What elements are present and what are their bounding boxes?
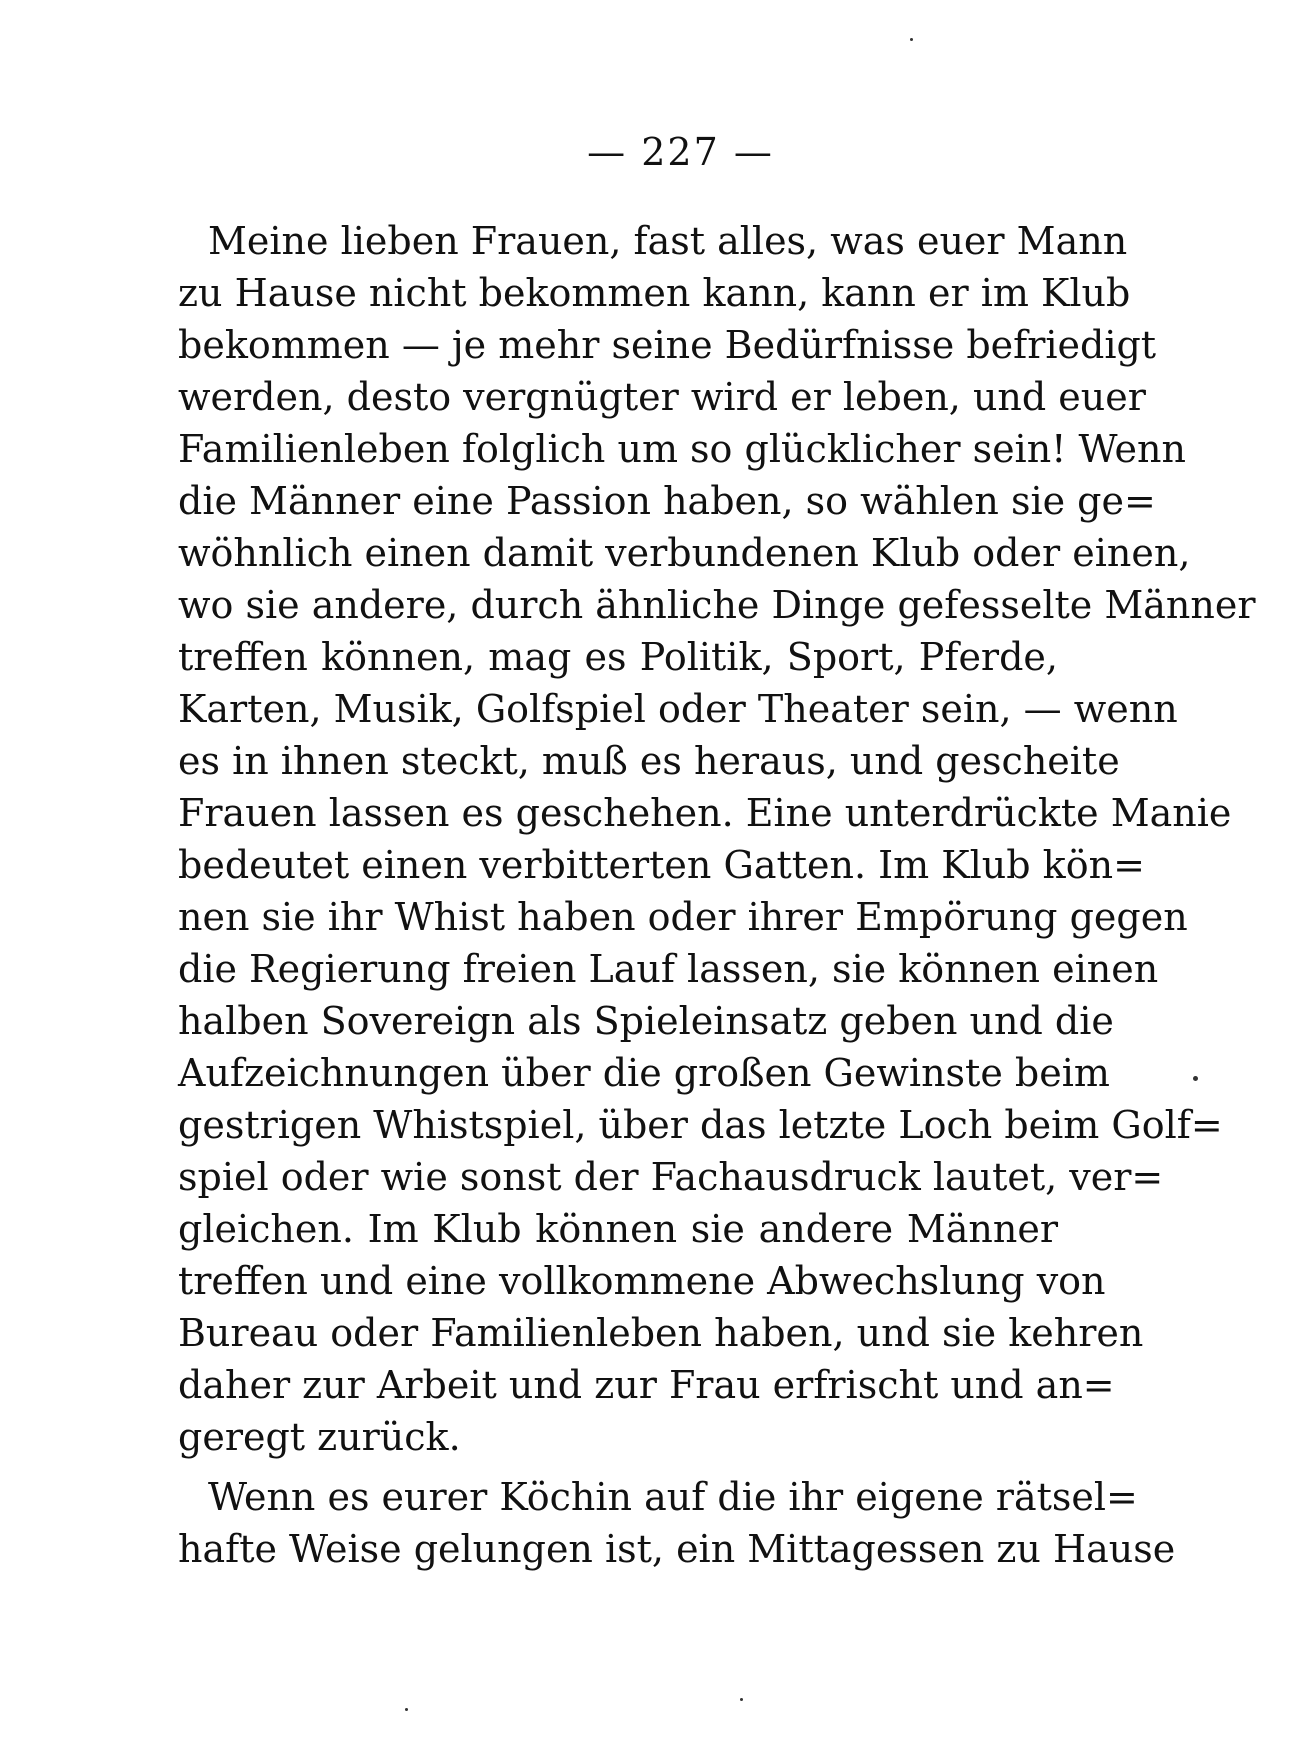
- text-line: es in ihnen steckt, muß es heraus, und gescheite: [178, 739, 1120, 783]
- text-line: die Regierung freien Lauf lassen, sie können einen: [178, 947, 1159, 991]
- text-line: treffen und eine vollkommene Abwechslung von: [178, 1259, 1106, 1303]
- paragraph-gap: [178, 1463, 1058, 1471]
- text-line: halben Sovereign als Spieleinsatz geben und die: [178, 999, 1114, 1043]
- text-line: gestrigen Whistspiel, über das letzte Loch beim Golf=: [178, 1103, 1223, 1147]
- text-line: treffen können, mag es Politik, Sport, Pferde,: [178, 635, 1058, 679]
- text-line: zu Hause nicht bekommen kann, kann er im Klub: [178, 271, 1131, 315]
- text-line: spiel oder wie sonst der Fachausdruck lautet, ver=: [178, 1155, 1164, 1199]
- text-line: Frauen lassen es geschehen. Eine unterdrückte Manie: [178, 791, 1232, 835]
- text-line: hafte Weise gelungen ist, ein Mittagessen zu Hause: [178, 1527, 1176, 1571]
- text-line: gleichen. Im Klub können sie andere Männer: [178, 1207, 1058, 1251]
- text-line: Familienleben folglich um so glücklicher sein! Wenn: [178, 427, 1186, 471]
- page-number: — 227 —: [587, 130, 774, 174]
- text-line: Wenn es eurer Köchin auf die ihr eigene rätsel=: [208, 1475, 1138, 1519]
- paper-speck: [910, 38, 913, 41]
- paper-speck: [1193, 1076, 1198, 1081]
- text-line: Bureau oder Familienleben haben, und sie kehren: [178, 1311, 1144, 1355]
- text-line: daher zur Arbeit und zur Frau erfrischt und an=: [178, 1363, 1115, 1407]
- text-line: wo sie andere, durch ähnliche Dinge gefesselte Männer: [178, 583, 1256, 627]
- body-text: [178, 215, 1256, 1575]
- text-line: geregt zurück.: [178, 1415, 461, 1459]
- text-line: wöhnlich einen damit verbundenen Klub oder einen,: [178, 531, 1191, 575]
- paper-speck: [405, 1708, 408, 1711]
- text-line: Karten, Musik, Golfspiel oder Theater sein, — wenn: [178, 687, 1178, 731]
- text-line: Meine lieben Frauen, fast alles, was euer Mann: [208, 219, 1128, 263]
- text-line: werden, desto vergnügter wird er leben, und euer: [178, 375, 1146, 419]
- text-line: Aufzeichnungen über die großen Gewinste beim: [178, 1051, 1110, 1095]
- text-line: bedeutet einen verbitterten Gatten. Im Klub kön=: [178, 843, 1145, 887]
- text-line: nen sie ihr Whist haben oder ihrer Empörung gegen: [178, 895, 1188, 939]
- paragraph-1: [178, 215, 1256, 1463]
- paper-speck: [740, 1698, 743, 1701]
- text-line: die Männer eine Passion haben, so wählen sie ge=: [178, 479, 1156, 523]
- text-line: bekommen — je mehr seine Bedürfnisse befriedigt: [178, 323, 1157, 367]
- paragraph-2: [178, 1471, 1176, 1575]
